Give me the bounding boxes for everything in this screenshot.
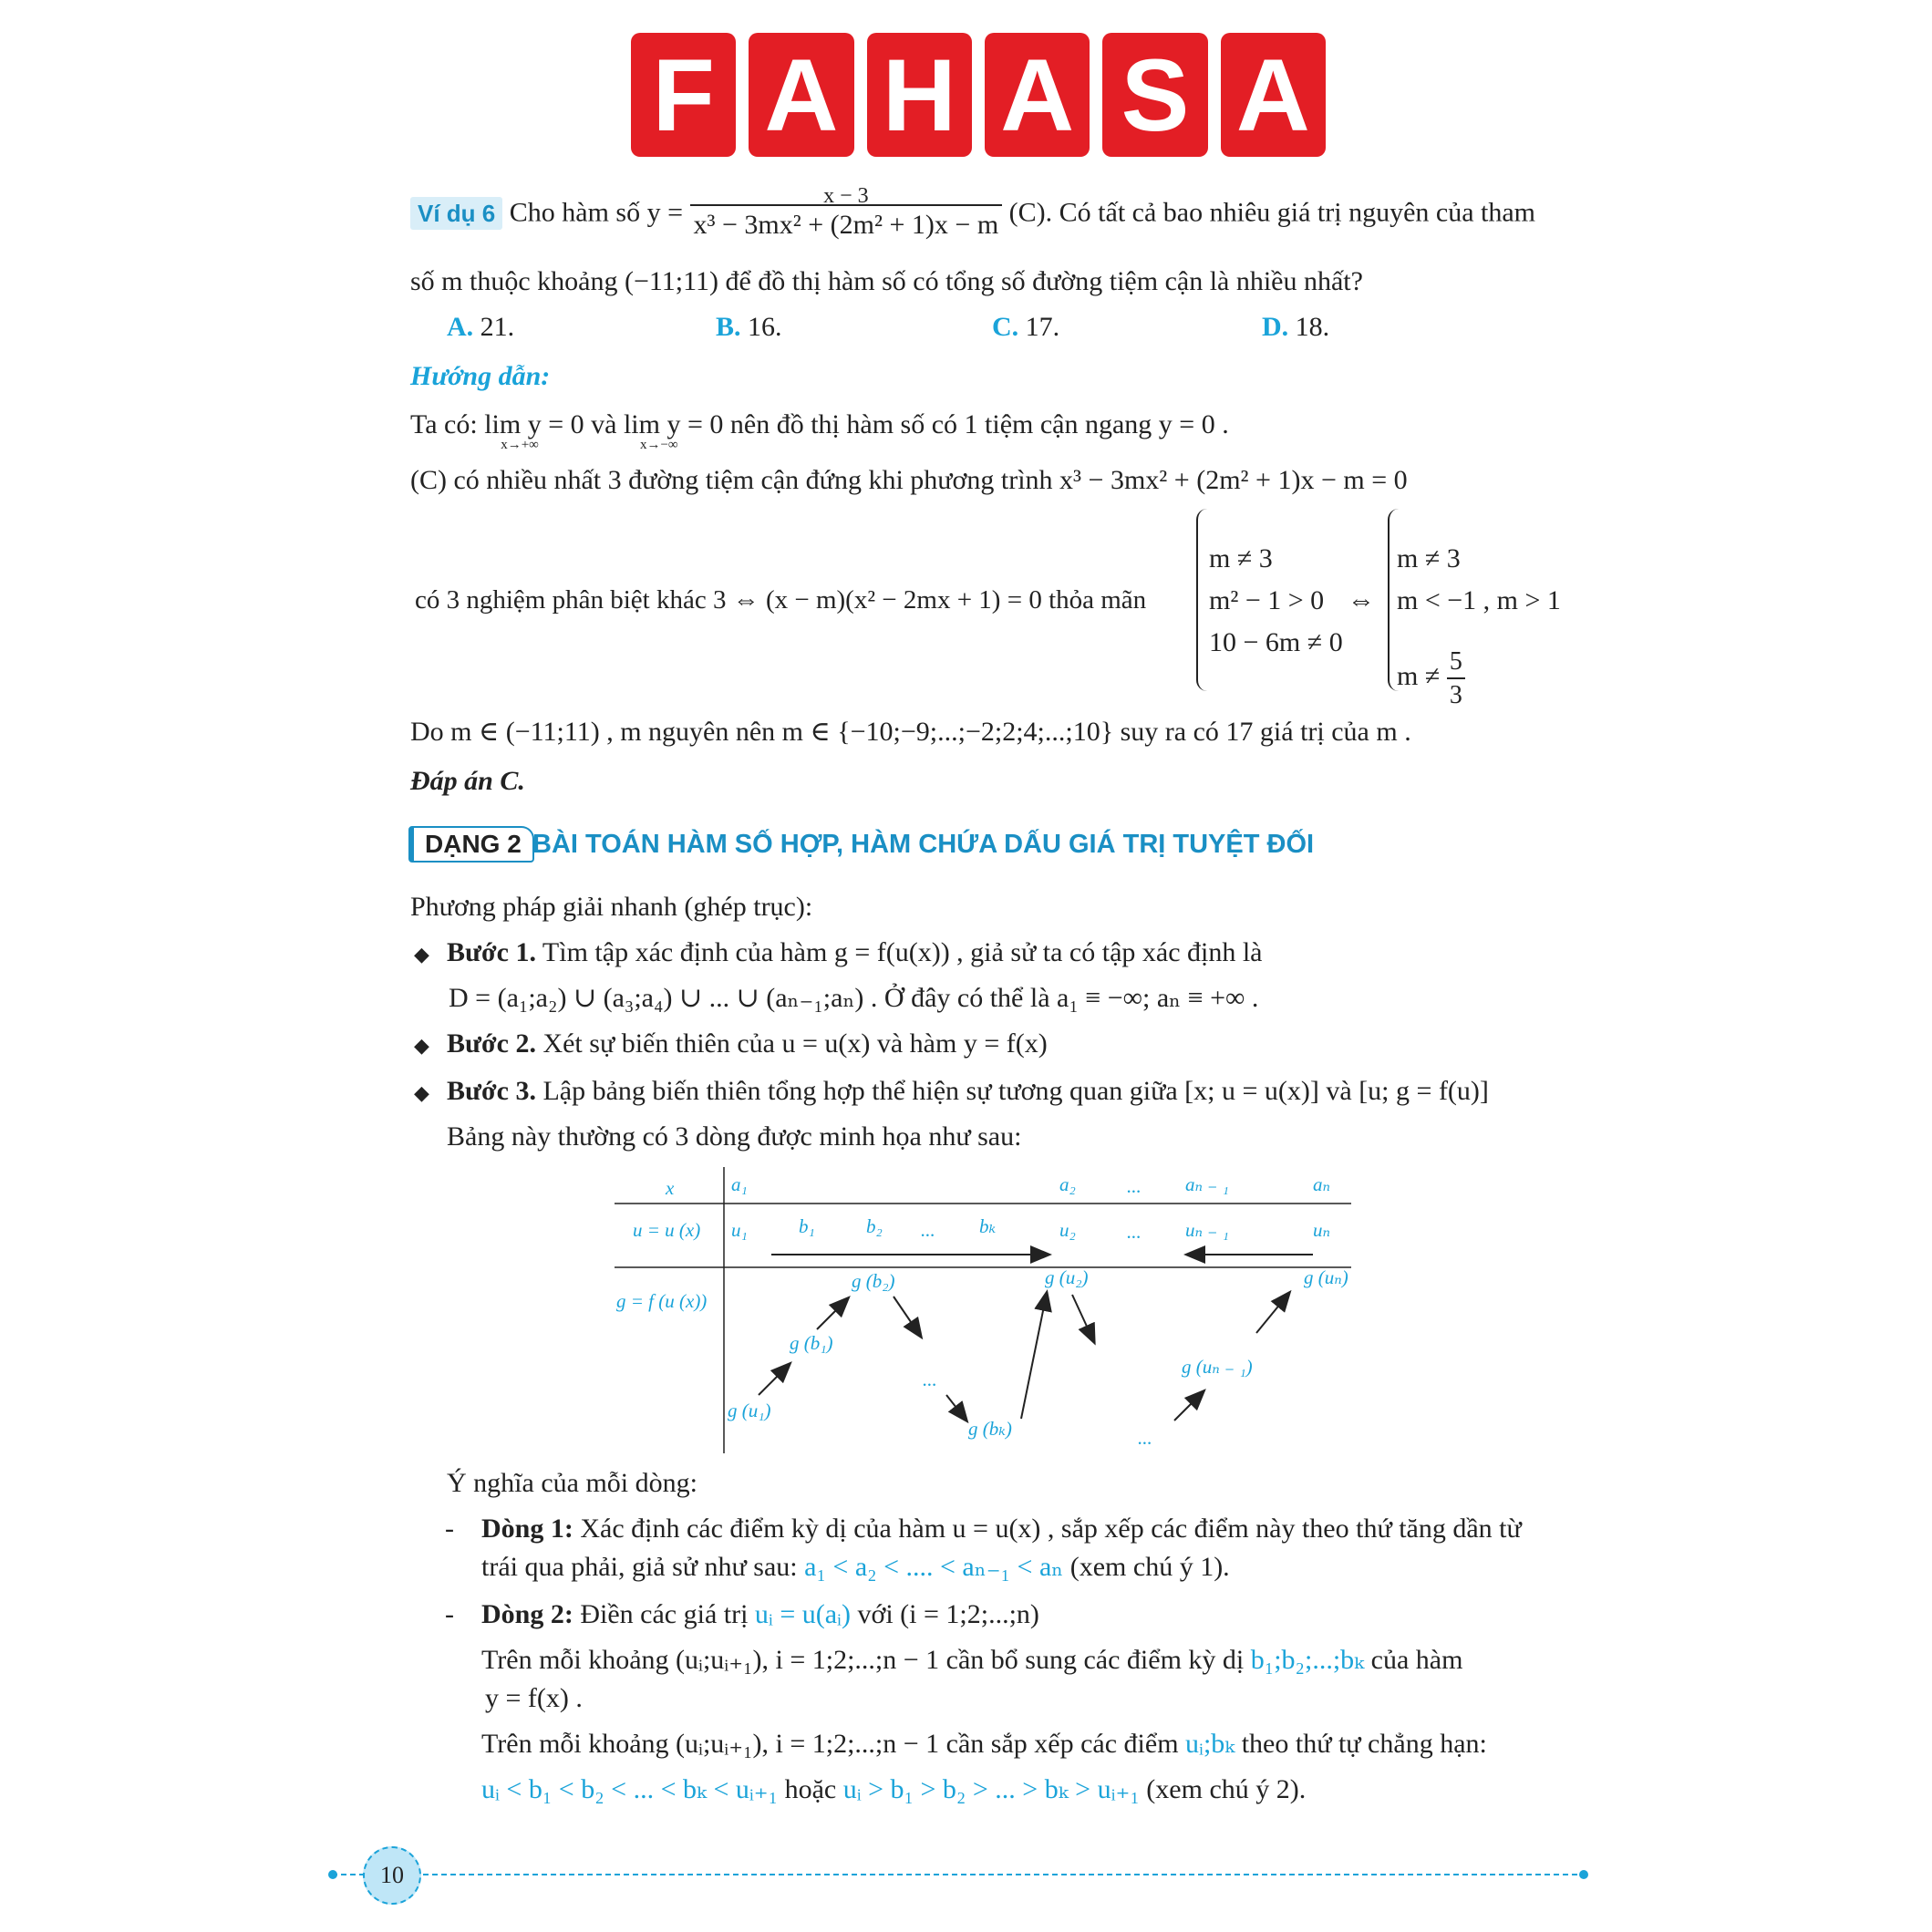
guide-title: Hướng dẫn: xyxy=(410,361,551,391)
example-lead: Cho hàm số y = xyxy=(509,197,684,228)
g-value: g (b₁) xyxy=(790,1332,833,1354)
iff-symbol: ⇔ xyxy=(1348,585,1375,615)
page-number: 10 xyxy=(363,1846,421,1905)
step-label: Bước 2. xyxy=(447,1028,536,1059)
row-label: Dòng 1: xyxy=(481,1514,573,1544)
logo-tile: A xyxy=(985,33,1090,157)
option-b[interactable] xyxy=(716,310,782,345)
x-value: a₁ xyxy=(731,1173,748,1195)
fraction-numerator: x − 3 xyxy=(690,188,1003,206)
variation-table xyxy=(611,1160,1359,1461)
trend-arrow xyxy=(759,1364,790,1395)
system-brace-1 xyxy=(1196,509,1209,691)
logo-tile: A xyxy=(749,33,853,157)
option-a[interactable] xyxy=(447,310,514,345)
step-1-cont: D = (a₁;a₂) ∪ (a₃;a₄) ∪ ... ∪ (aₙ₋₁;aₙ) . Ở đây có thể là a₁ ≡ −∞; aₙ ≡ +∞ . xyxy=(449,983,1259,1013)
footer-dashed-line xyxy=(332,1874,1586,1875)
u-value: ... xyxy=(921,1219,935,1241)
interval-note-1-cont: y = f(x) . xyxy=(485,1683,583,1713)
system-2-text: m ≠ xyxy=(1397,660,1441,691)
system-2-row xyxy=(1397,646,1465,711)
dash-marker: - xyxy=(445,1514,454,1544)
interval-note-2 xyxy=(481,1727,1487,1762)
logo-tile: S xyxy=(1102,33,1207,157)
fraction-numerator: 5 xyxy=(1447,646,1465,679)
u-value: b₂ xyxy=(866,1215,883,1237)
logo-tile: F xyxy=(631,33,736,157)
logo-tile: H xyxy=(867,33,972,157)
bullet-icon: ◆ xyxy=(414,943,429,966)
step-1 xyxy=(447,935,1263,970)
footer-dot-icon xyxy=(1579,1870,1588,1879)
guide-line-1 xyxy=(410,408,1229,452)
row-text: của hàm xyxy=(1370,1645,1463,1675)
guide-line-2: (C) có nhiều nhất 3 đường tiệm cận đứng khi phương trình x³ − 3mx² + (2m² + 1)x − m = 0 xyxy=(410,465,1408,495)
step-text: Lập bảng biến thiên tổng hợp thể hiện sự tương quan giữa [x; u = u(x)] và [u; g = f(u)] xyxy=(542,1076,1489,1106)
row-text: Điền các giá trị xyxy=(580,1599,749,1629)
option-value: 17. xyxy=(1025,312,1060,342)
ordering-formula: uᵢ > b₁ > b₂ > ... > bₖ > uᵢ₊₁ xyxy=(842,1774,1140,1804)
g-value: g (uₙ) xyxy=(1304,1266,1348,1288)
x-value: ... xyxy=(1127,1175,1142,1197)
row-label: Dòng 2: xyxy=(481,1599,573,1629)
guide-text: Ta có: xyxy=(410,409,478,439)
row-text: với (i = 1;2;...;n) xyxy=(857,1599,1039,1629)
guide-line-4: Do m ∈ (−11;11) , m nguyên nên m ∈ {−10;−9;...;−2;2;4;...;10} suy ra có 17 giá trị của m . xyxy=(410,717,1411,747)
x-value: aₙ ₋ ₁ xyxy=(1185,1173,1229,1195)
option-c[interactable] xyxy=(992,310,1059,345)
example-after-fraction: (C). Có tất cả bao nhiêu giá trị nguyên của tham xyxy=(1008,197,1535,228)
bullet-icon: ◆ xyxy=(414,1034,429,1057)
option-letter: B. xyxy=(716,312,741,342)
answer: Đáp án C. xyxy=(410,766,525,796)
row-text: Trên mỗi khoảng (uᵢ;uᵢ₊₁), i = 1;2;...;n − 1 cần sắp xếp các điểm xyxy=(481,1729,1179,1759)
g-value: g (b₂) xyxy=(852,1270,895,1292)
system-1-row: m² − 1 > 0 xyxy=(1209,585,1325,615)
g-value: g (u₁) xyxy=(728,1400,771,1421)
g-value: ... xyxy=(923,1369,937,1390)
logo-tile: A xyxy=(1221,33,1326,157)
system-2-row: m < −1 , m > 1 xyxy=(1397,585,1561,615)
step-3 xyxy=(447,1074,1489,1109)
trend-arrow xyxy=(817,1298,848,1329)
row-2-description xyxy=(481,1597,1039,1632)
u-value: uₙ xyxy=(1313,1219,1331,1241)
trend-arrow xyxy=(946,1395,966,1421)
fahasa-logo xyxy=(631,33,1326,157)
row-text: trái qua phải, giả sử như sau: xyxy=(481,1552,798,1582)
fraction-denominator: x³ − 3mx² + (2m² + 1)x − m xyxy=(693,210,999,240)
option-letter: C. xyxy=(992,312,1019,342)
option-value: 16. xyxy=(748,312,782,342)
example-line-1 xyxy=(410,188,1535,243)
bullet-icon: ◆ xyxy=(414,1081,429,1104)
system-1-row: m ≠ 3 xyxy=(1209,543,1273,573)
x-value: a₂ xyxy=(1059,1173,1076,1195)
trend-arrow xyxy=(1256,1293,1289,1333)
row-label-g: g = f (u (x)) xyxy=(616,1290,708,1312)
dash-marker: - xyxy=(445,1599,454,1629)
g-value: ... xyxy=(1138,1427,1152,1449)
trend-arrow xyxy=(1021,1293,1047,1419)
u-value: uₙ ₋ ₁ xyxy=(1185,1219,1229,1241)
row-1-description xyxy=(481,1512,1522,1546)
method-intro: Phương pháp giải nhanh (ghép trục): xyxy=(410,892,813,922)
row-text: (xem chú ý 1). xyxy=(1069,1552,1230,1582)
limit-1 xyxy=(484,408,584,452)
option-letter: D. xyxy=(1262,312,1289,342)
step-3-cont: Bảng này thường có 3 dòng được minh họa như sau: xyxy=(447,1121,1022,1152)
meaning-intro: Ý nghĩa của mỗi dòng: xyxy=(447,1468,697,1498)
example-fraction xyxy=(690,188,1003,243)
table-grid xyxy=(615,1167,1351,1453)
example-line-2: số m thuộc khoảng (−11;11) để đồ thị hàm số có tổng số đường tiệm cận là nhiều nhất? xyxy=(410,266,1363,296)
row-text: Xác định các điểm kỳ dị của hàm u = u(x) , sắp xếp các điểm này theo thứ tăng dần từ xyxy=(580,1514,1522,1544)
points-formula: uᵢ;bₖ xyxy=(1185,1729,1235,1759)
u-value: ... xyxy=(1127,1221,1142,1243)
row-label-u: u = u (x) xyxy=(633,1219,701,1241)
guide-text: nên đồ thị hàm số có 1 tiệm cận ngang y = 0 . xyxy=(729,409,1229,439)
option-value: 18. xyxy=(1295,312,1330,342)
five-thirds-fraction xyxy=(1447,646,1465,711)
row-text: hoặc xyxy=(784,1774,837,1804)
step-text: Xét sự biến thiên của u = u(x) và hàm y = f(x) xyxy=(542,1028,1048,1059)
system-1-row: 10 − 6m ≠ 0 xyxy=(1209,627,1343,657)
limit-2 xyxy=(623,408,724,452)
u-value: bₖ xyxy=(979,1215,997,1237)
system-2-row: m ≠ 3 xyxy=(1397,543,1461,573)
guide-text: và xyxy=(591,409,617,439)
section-tag: DẠNG 2 xyxy=(408,826,534,863)
row-label-x: x xyxy=(666,1177,675,1199)
row-text: (xem chú ý 2). xyxy=(1146,1774,1307,1804)
guide-line-3: có 3 nghiệm phân biệt khác 3 ⇔ (x − m)(x² − 2mx + 1) = 0 thỏa mãn xyxy=(415,585,1147,615)
row-text: Trên mỗi khoảng (uᵢ;uᵢ₊₁), i = 1;2;...;n − 1 cần bổ sung các điểm kỳ dị xyxy=(481,1645,1245,1675)
option-d[interactable] xyxy=(1262,310,1329,345)
fraction-denominator: 3 xyxy=(1449,681,1462,709)
limit-expression: lim y = 0 xyxy=(623,409,724,439)
g-value: g (u₂) xyxy=(1045,1266,1089,1288)
ordering-example xyxy=(481,1772,1306,1807)
trend-arrow xyxy=(1174,1391,1204,1421)
limit-subscript: x→+∞ xyxy=(501,438,539,452)
u-value: u₁ xyxy=(731,1219,748,1241)
value-formula: uᵢ = u(aᵢ) xyxy=(754,1599,851,1629)
u-value: b₁ xyxy=(799,1215,815,1237)
example-tag: Ví dụ 6 xyxy=(410,197,502,231)
x-value: aₙ xyxy=(1313,1173,1331,1195)
step-label: Bước 3. xyxy=(447,1076,536,1106)
section-title: BÀI TOÁN HÀM SỐ HỢP, HÀM CHỨA DẤU GIÁ TRỊ TUYỆT ĐỐI xyxy=(532,830,1315,859)
step-label: Bước 1. xyxy=(447,937,536,967)
row-text: theo thứ tự chẳng hạn: xyxy=(1241,1729,1487,1759)
option-letter: A. xyxy=(447,312,474,342)
footer-dot-icon xyxy=(328,1870,337,1879)
limit-expression: lim y = 0 xyxy=(484,409,584,439)
g-value: g (bₖ) xyxy=(968,1418,1012,1440)
step-2 xyxy=(447,1027,1048,1061)
singular-points-formula: b₁;b₂;...;bₖ xyxy=(1250,1645,1365,1675)
g-value: g (uₙ ₋ ₁) xyxy=(1182,1356,1253,1378)
row-1-line-2 xyxy=(481,1550,1230,1585)
ordering-formula: uᵢ < b₁ < b₂ < ... < bₖ < uᵢ₊₁ xyxy=(481,1774,779,1804)
order-formula: a₁ < a₂ < .... < aₙ₋₁ < aₙ xyxy=(804,1552,1064,1582)
u-value: u₂ xyxy=(1059,1219,1076,1241)
trend-arrow xyxy=(894,1297,921,1337)
limit-subscript: x→−∞ xyxy=(639,438,678,452)
option-value: 21. xyxy=(480,312,515,342)
step-text: Tìm tập xác định của hàm g = f(u(x)) , giả sử ta có tập xác định là xyxy=(542,937,1263,967)
interval-note-1 xyxy=(481,1643,1462,1678)
trend-arrow xyxy=(1072,1295,1094,1342)
